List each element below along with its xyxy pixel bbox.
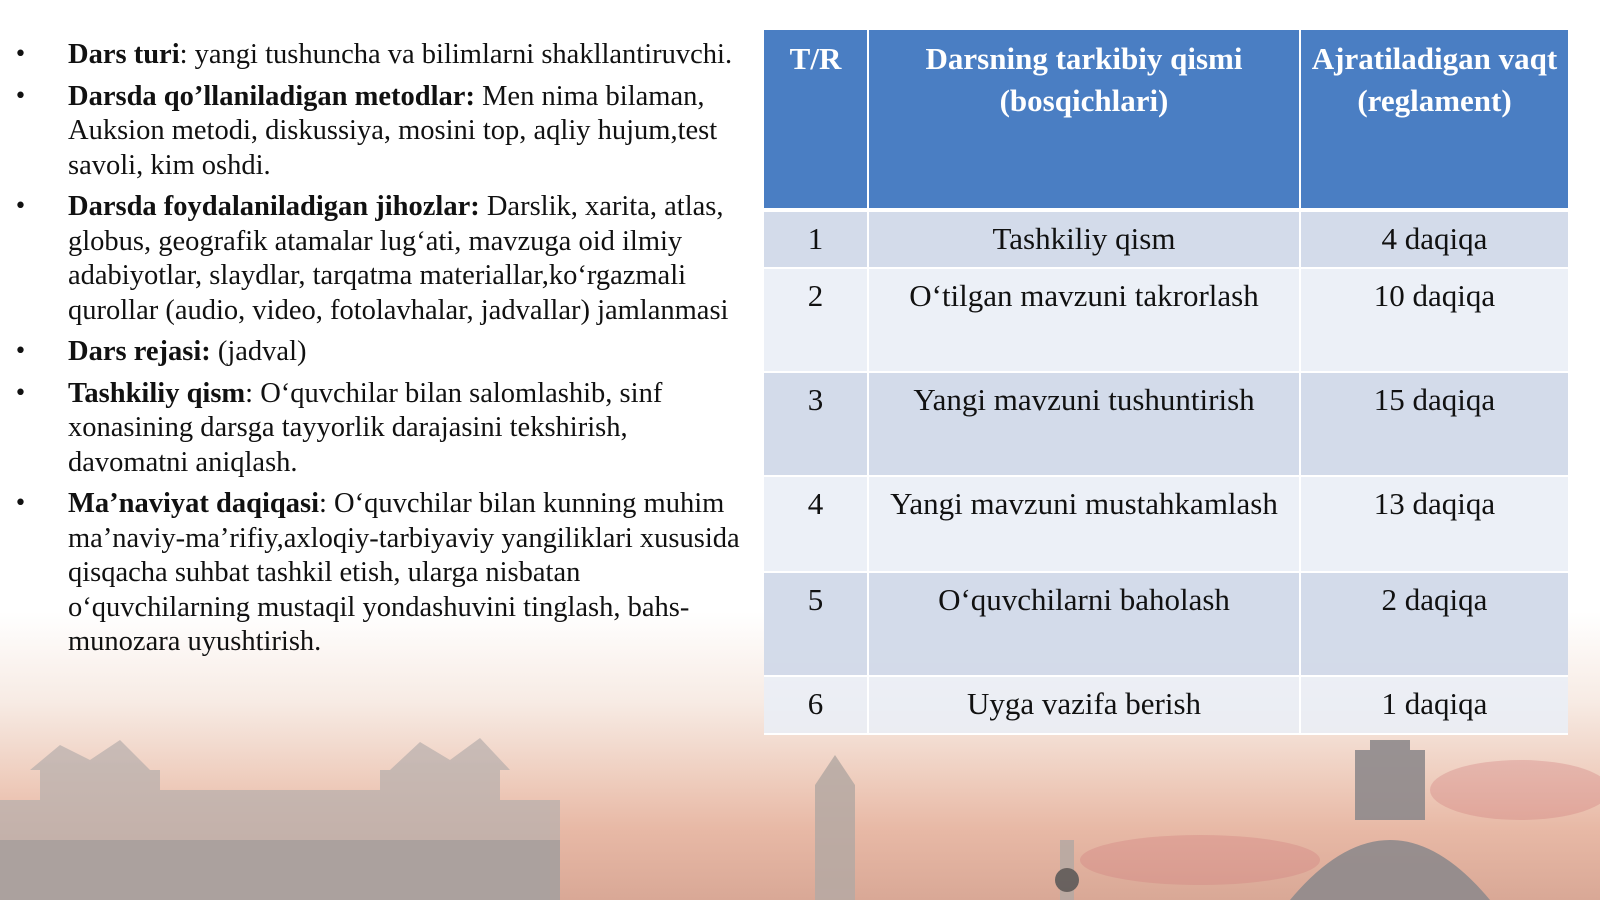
list-item xyxy=(14,335,744,370)
item-text: Men nima bilaman, Auksion metodi, diskussiya, mosini top, aqliy hujum,test savoli, kim oshdi. xyxy=(68,80,718,181)
table-row xyxy=(764,572,1568,676)
cell-number: 4 xyxy=(764,476,868,572)
item-label: Dars turi xyxy=(68,39,180,70)
item-text: Darslik, xarita, atlas, globus, geografik atamalar lug‘ati, mavzuga oid ilmiy adabiyotlar, slaydlar, tarqatma materiallar,ko‘rgazmali qurollar (audio, video, fotolavhalar, jadvallar) jamlanmasi xyxy=(68,191,729,326)
table-header-row xyxy=(764,30,1568,210)
cell-number: 2 xyxy=(764,268,868,372)
list-item xyxy=(14,38,744,73)
cell-stage: Yangi mavzuni tushuntirish xyxy=(868,372,1300,476)
cell-time: 15 daqiqa xyxy=(1300,372,1568,476)
item-text: (jadval) xyxy=(210,336,307,367)
item-label: Ma’naviyat daqiqasi xyxy=(68,488,320,519)
bullet-icon: • xyxy=(14,339,27,364)
cell-time: 4 daqiqa xyxy=(1300,210,1568,268)
table-row xyxy=(764,476,1568,572)
cell-stage: O‘tilgan mavzuni takrorlash xyxy=(868,268,1300,372)
cell-number: 3 xyxy=(764,372,868,476)
list-item xyxy=(14,377,744,481)
list-item xyxy=(14,487,744,660)
cell-number: 6 xyxy=(764,676,868,734)
cell-time: 2 daqiqa xyxy=(1300,572,1568,676)
cell-time: 13 daqiqa xyxy=(1300,476,1568,572)
bullet-icon: • xyxy=(14,491,27,516)
bullet-icon: • xyxy=(14,380,27,406)
bullet-icon: • xyxy=(14,42,27,67)
lesson-plan-table-container xyxy=(764,30,1568,735)
lesson-plan-table xyxy=(764,30,1568,735)
item-text: : yangi tushuncha va bilimlarni shakllantiruvchi. xyxy=(179,39,733,70)
lesson-info-list xyxy=(14,38,744,667)
item-label: Dars rejasi: xyxy=(68,336,211,367)
header-time: Ajratiladigan vaqt (reglament) xyxy=(1300,30,1568,210)
table-row xyxy=(764,372,1568,476)
table-row xyxy=(764,676,1568,734)
item-text: : O‘quvchilar bilan kunning muhim ma’naviy-ma’rifiy,axloqiy-tarbiyaviy yangiliklari xususida qisqacha suhbat tashkil etish, ularga nisbatan o‘quvchilarning mustaqil yondashuvini tinglash, bahs-munozara uyushtirish. xyxy=(68,488,740,657)
cell-time: 10 daqiqa xyxy=(1300,268,1568,372)
cell-number: 5 xyxy=(764,572,868,676)
table-row xyxy=(764,268,1568,372)
header-stage: Darsning tarkibiy qismi (bosqichlari) xyxy=(868,30,1300,210)
bullet-icon: • xyxy=(14,83,27,109)
list-item xyxy=(14,80,744,184)
cell-stage: O‘quvchilarni baholash xyxy=(868,572,1300,676)
bullet-icon: • xyxy=(14,194,27,219)
cell-number: 1 xyxy=(764,210,868,268)
item-label: Darsda foydalaniladigan jihozlar: xyxy=(68,191,480,222)
cell-stage: Yangi mavzuni mustahkamlash xyxy=(868,476,1300,572)
item-label: Tashkiliy qism xyxy=(68,377,246,409)
cell-stage: Tashkiliy qism xyxy=(868,210,1300,268)
item-label: Darsda qo’llaniladigan metodlar: xyxy=(68,80,475,112)
item-text: : O‘quvchilar bilan salomlashib, sinf xonasining darsga tayyorlik darajasini tekshirish, davomatni aniqlash. xyxy=(68,377,663,478)
cell-time: 1 daqiqa xyxy=(1300,676,1568,734)
table-row xyxy=(764,210,1568,268)
cell-stage: Uyga vazifa berish xyxy=(868,676,1300,734)
list-item xyxy=(14,190,744,328)
header-number: T/R xyxy=(764,30,868,210)
